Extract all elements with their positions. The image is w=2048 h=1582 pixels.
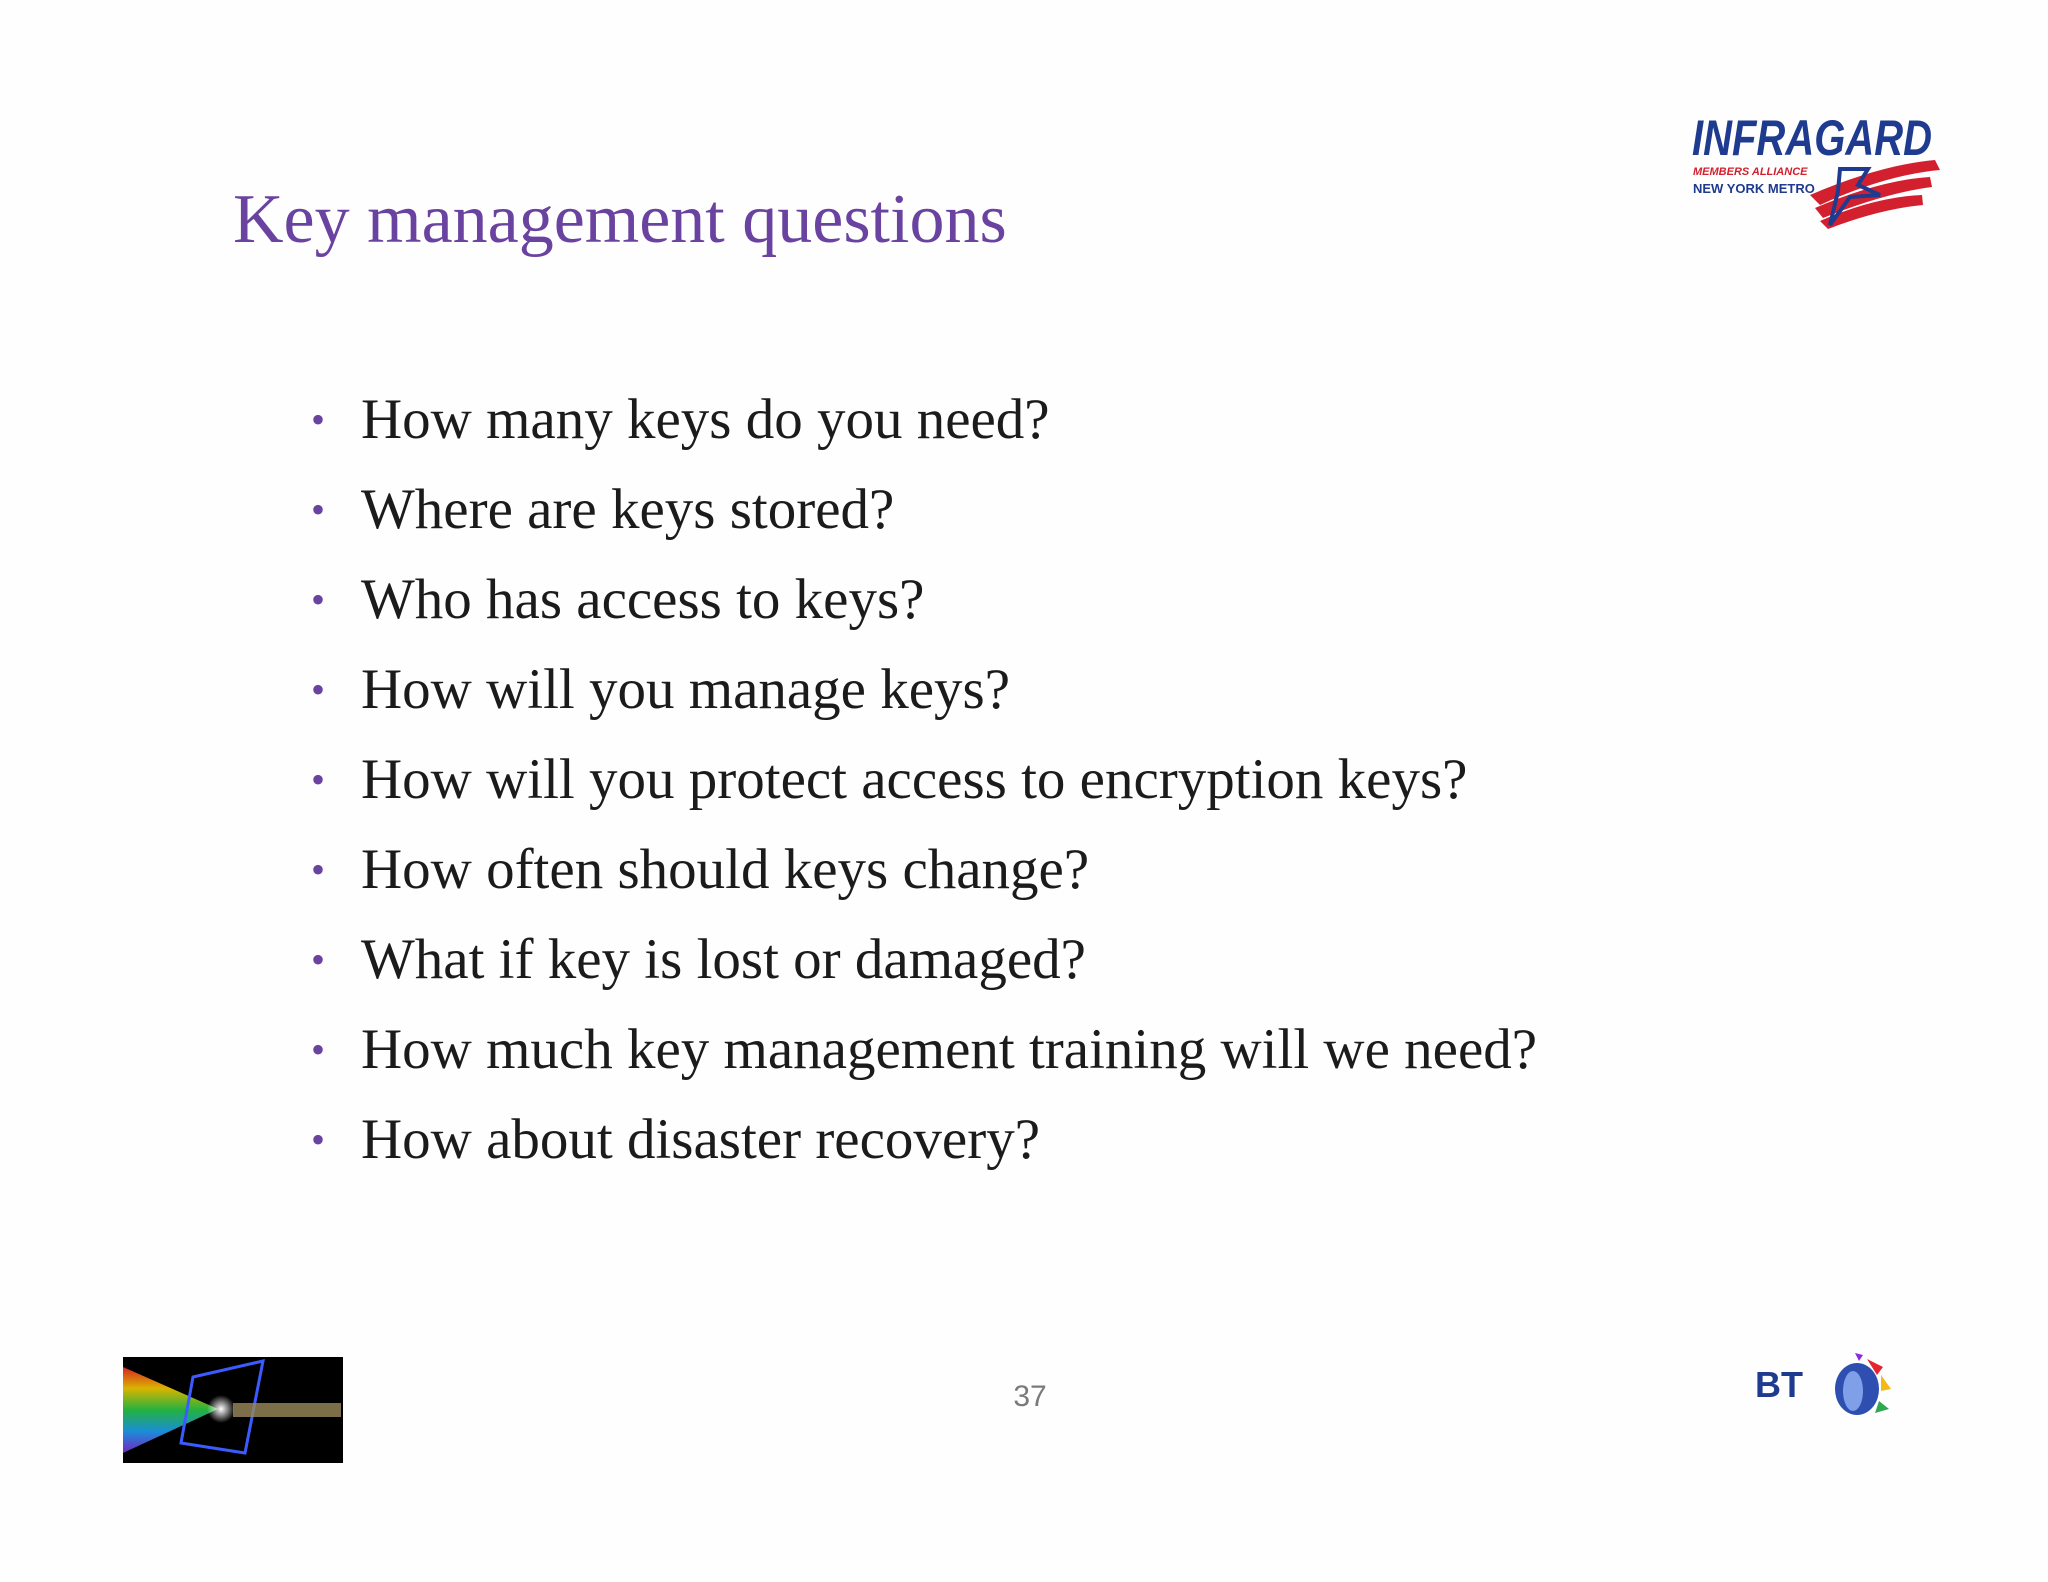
bullet-text: How about disaster recovery? bbox=[361, 1108, 1040, 1171]
bullet-dot-icon: • bbox=[311, 667, 326, 712]
bullet-item bbox=[305, 645, 1537, 735]
bullet-dot-icon: • bbox=[311, 577, 326, 622]
infragard-logo bbox=[1690, 105, 1950, 230]
bt-logo bbox=[1755, 1345, 1895, 1425]
bt-wordmark: BT bbox=[1755, 1364, 1803, 1405]
page-number: 37 bbox=[1013, 1380, 1047, 1413]
flag-stripes-icon bbox=[1810, 160, 1940, 229]
bullet-dot-icon: • bbox=[311, 937, 326, 982]
bullet-text: How will you protect access to encryption keys? bbox=[361, 748, 1468, 811]
bullet-dot-icon: • bbox=[311, 1027, 326, 1072]
bullet-dot-icon: • bbox=[311, 757, 326, 802]
bt-piper-globe-icon bbox=[1835, 1353, 1891, 1415]
bullet-item bbox=[305, 1095, 1537, 1185]
prism-image bbox=[123, 1357, 343, 1463]
infragard-new-york-metro: NEW YORK METRO bbox=[1693, 181, 1815, 196]
bullet-item bbox=[305, 375, 1537, 465]
infragard-wordmark: INFRAGARD bbox=[1692, 110, 1932, 166]
bullet-dot-icon: • bbox=[311, 847, 326, 892]
slide-title: Key management questions bbox=[233, 181, 1007, 258]
bullet-item bbox=[305, 825, 1537, 915]
infragard-members-alliance: MEMBERS ALLIANCE bbox=[1693, 166, 1808, 178]
bullet-item bbox=[305, 555, 1537, 645]
bullet-item bbox=[305, 735, 1537, 825]
bullet-text: How will you manage keys? bbox=[361, 658, 1011, 721]
bullet-dot-icon: • bbox=[311, 1117, 326, 1162]
bullet-item bbox=[305, 915, 1537, 1005]
bullet-dot-icon: • bbox=[311, 487, 326, 532]
bullet-dot-icon: • bbox=[311, 397, 326, 442]
bullet-text: Where are keys stored? bbox=[361, 478, 895, 541]
bullet-text: Who has access to keys? bbox=[361, 568, 925, 631]
bullet-text: How often should keys change? bbox=[361, 838, 1090, 901]
bullet-item bbox=[305, 1005, 1537, 1095]
bullet-item bbox=[305, 465, 1537, 555]
bullet-text: How much key management training will we need? bbox=[361, 1018, 1538, 1081]
bullet-text: What if key is lost or damaged? bbox=[361, 928, 1086, 991]
bullet-list bbox=[305, 375, 1537, 1185]
bullet-text: How many keys do you need? bbox=[361, 388, 1050, 451]
